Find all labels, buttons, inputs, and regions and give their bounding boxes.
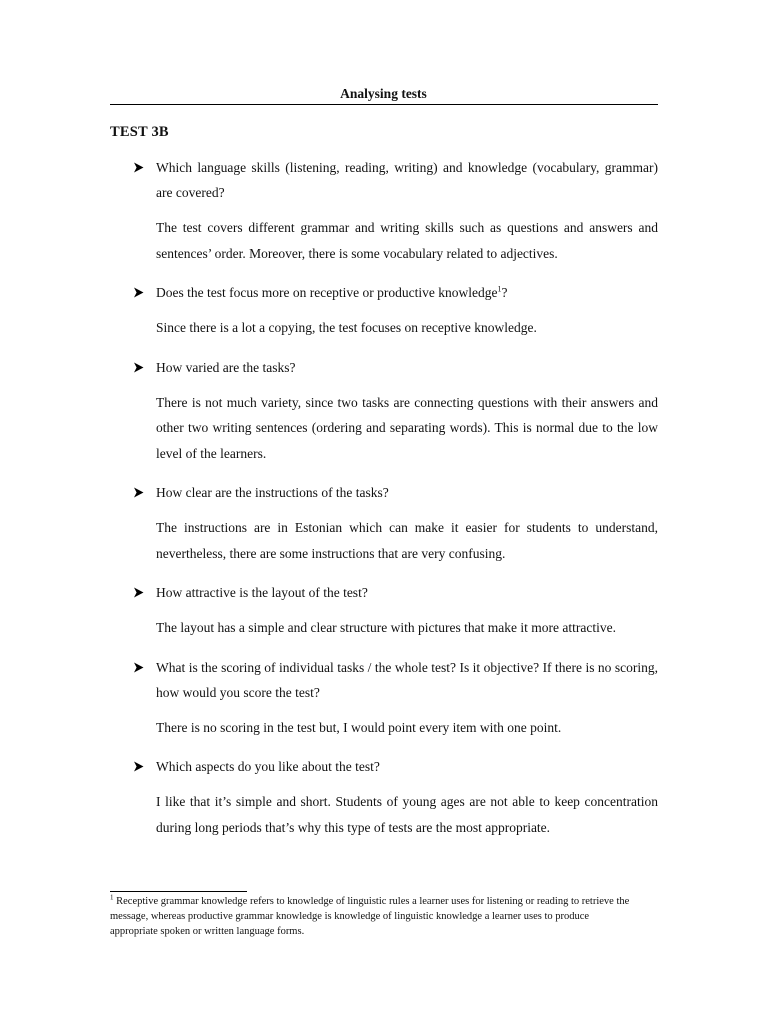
footnote-divider	[110, 891, 247, 892]
answer-text: I like that it’s simple and short. Students of young ages are not able to keep concentration during long periods that’s why this type of tests are the most appropriate.	[156, 794, 658, 835]
arrowhead-bullet-icon	[133, 487, 144, 498]
title-divider	[110, 104, 658, 105]
question-text: Which aspects do you like about the test?	[156, 759, 380, 774]
question-item	[110, 480, 658, 566]
arrowhead-bullet-icon	[133, 362, 144, 373]
question-item	[110, 754, 658, 840]
question-item	[110, 655, 658, 741]
answer-text: The test covers different grammar and writing skills such as questions and answers and sentences’ order. Moreover, there is some vocabulary related to adjectives.	[156, 220, 658, 261]
question	[110, 480, 658, 505]
arrowhead-bullet-icon	[133, 761, 144, 772]
question-text: How varied are the tasks?	[156, 359, 296, 375]
footnote-text: Receptive grammar knowledge refers to knowledge of linguistic rules a learner uses for listening or reading to retrieve the message, whereas productive grammar knowledge is knowledge of linguistic knowledge a learner uses to produce appropriate spoken or written language forms.	[110, 896, 630, 937]
question-item	[110, 580, 658, 641]
question	[110, 580, 658, 605]
footnote	[110, 894, 630, 939]
arrowhead-bullet-icon	[133, 587, 144, 598]
page-title: Analysing tests	[340, 86, 427, 101]
question	[110, 754, 658, 779]
footnote-marker: 1	[110, 893, 114, 902]
arrowhead-bullet-icon	[133, 662, 144, 673]
answer-text: The layout has a simple and clear structure with pictures that make it more attractive.	[156, 620, 616, 635]
arrowhead-bullet-icon	[133, 162, 144, 173]
question	[110, 355, 658, 380]
footnote-reference[interactable]: 1	[497, 284, 502, 294]
question-item	[110, 355, 658, 467]
question-text: How clear are the instructions of the tasks?	[156, 485, 389, 500]
question-text: Which language skills (listening, reading, writing) and knowledge (vocabulary, grammar) are covered?	[156, 160, 658, 200]
answer-text: Since there is a lot a copying, the test focuses on receptive knowledge.	[156, 320, 537, 335]
question	[110, 655, 658, 705]
question	[110, 155, 658, 205]
question-text: What is the scoring of individual tasks / the whole test? Is it objective? If there is no scoring, how would you score the test?	[156, 659, 658, 700]
question-item	[110, 280, 658, 341]
arrowhead-bullet-icon	[133, 287, 144, 298]
section-heading: TEST 3B	[110, 124, 169, 140]
question-text-suffix: ?	[501, 285, 508, 300]
question-list	[110, 155, 658, 854]
question-item	[110, 155, 658, 266]
question-text: How attractive is the layout of the test?	[156, 585, 368, 600]
question	[110, 280, 658, 305]
question-text: Does the test focus more on receptive or productive knowledge	[156, 285, 498, 300]
answer-text: There is not much variety, since two tasks are connecting questions with their answers and other two writing sentences (ordering and separating words). This is normal due to the low level of the learners.	[156, 394, 658, 461]
answer-text: The instructions are in Estonian which can make it easier for students to understand, nevertheless, there are some instructions that are very confusing.	[156, 520, 658, 561]
answer-text: There is no scoring in the test but, I would point every item with one point.	[156, 719, 562, 735]
